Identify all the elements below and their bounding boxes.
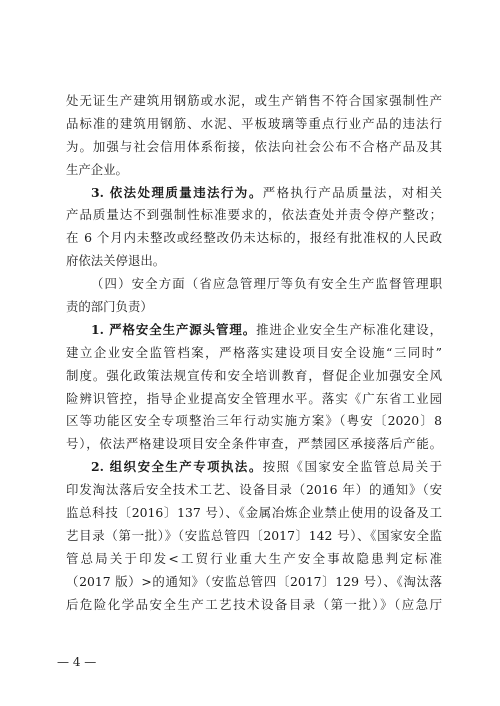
text-line xyxy=(66,182,442,205)
section-heading: （四）安全方面（省应急管理厅等负有安全生产监督管理职 xyxy=(91,276,442,292)
text-line xyxy=(66,456,442,479)
text-line: 品标准的建筑用钢筋、水泥、平板玻璃等重点行业产品的违法行 xyxy=(66,115,442,131)
text-line: 监总科技〔2016〕137 号）、《金属冶炼企业禁止使用的设备及工 xyxy=(66,505,442,521)
text-line: 在 6 个月内未整改或经整改仍未达标的，报经有批准权的人民政 xyxy=(66,230,442,246)
text-span: 推进企业安全生产标准化建设， xyxy=(256,321,442,337)
text-line: 管总局关于印发<工贸行业重大生产安全事故隐患判定标准 xyxy=(66,550,442,566)
text-line: 艺目录（第一批）》（安监总管四〔2017〕142 号）、《国家安全监 xyxy=(66,527,442,543)
body-text xyxy=(66,90,442,616)
text-line: 产品质量达不到强制性标准要求的，依法查处并责令停产整改； xyxy=(66,207,442,223)
item-heading: 3. 依法处理质量违法行为。 xyxy=(91,184,263,200)
text-line: 生产企业。 xyxy=(66,161,128,177)
item-heading: 1. 严格安全生产源头管理。 xyxy=(91,321,257,337)
text-line: 险辨识管控，指导企业提高安全管理水平。落实《广东省工业园 xyxy=(66,390,442,406)
text-line: 号），依法严格建设项目安全条件审查，严禁园区承接落后产能。 xyxy=(66,436,442,452)
text-line: （2017 版）>的通知》（安监总管四〔2017〕129 号）、《淘汰落 xyxy=(66,573,442,589)
text-line: 印发淘汰落后安全技术工艺、设备目录（2016 年）的通知》（安 xyxy=(66,482,442,498)
text-span: 严格执行产品质量法，对相关 xyxy=(262,184,442,200)
text-line: 制度。强化政策法规宣传和安全培训教育，督促企业加强安全风 xyxy=(66,367,442,383)
page-number: — 4 — xyxy=(57,655,97,669)
item-heading: 2. 组织安全生产专项执法。 xyxy=(91,459,263,475)
text-line: 为。加强与社会信用体系衔接，依法向社会公布不合格产品及其 xyxy=(66,138,442,154)
text-line: 建立企业安全监管档案，严格落实建设项目安全设施“三同时” xyxy=(66,344,442,360)
text-line: 处无证生产建筑用钢筋或水泥，或生产销售不符合国家强制性产 xyxy=(66,93,442,108)
text-line: 后危险化学品安全生产工艺技术设备目录（第一批）》（应急厅 xyxy=(66,596,442,612)
text-line: 区等功能区安全专项整治三年行动实施方案》（粤安〔2020〕8 xyxy=(66,413,442,429)
text-span: 按照《国家安全监管总局关于 xyxy=(262,459,442,475)
section-heading: 责的部门负责） xyxy=(66,299,153,315)
text-line: 府依法关停退出。 xyxy=(66,253,166,269)
text-line xyxy=(66,319,442,342)
